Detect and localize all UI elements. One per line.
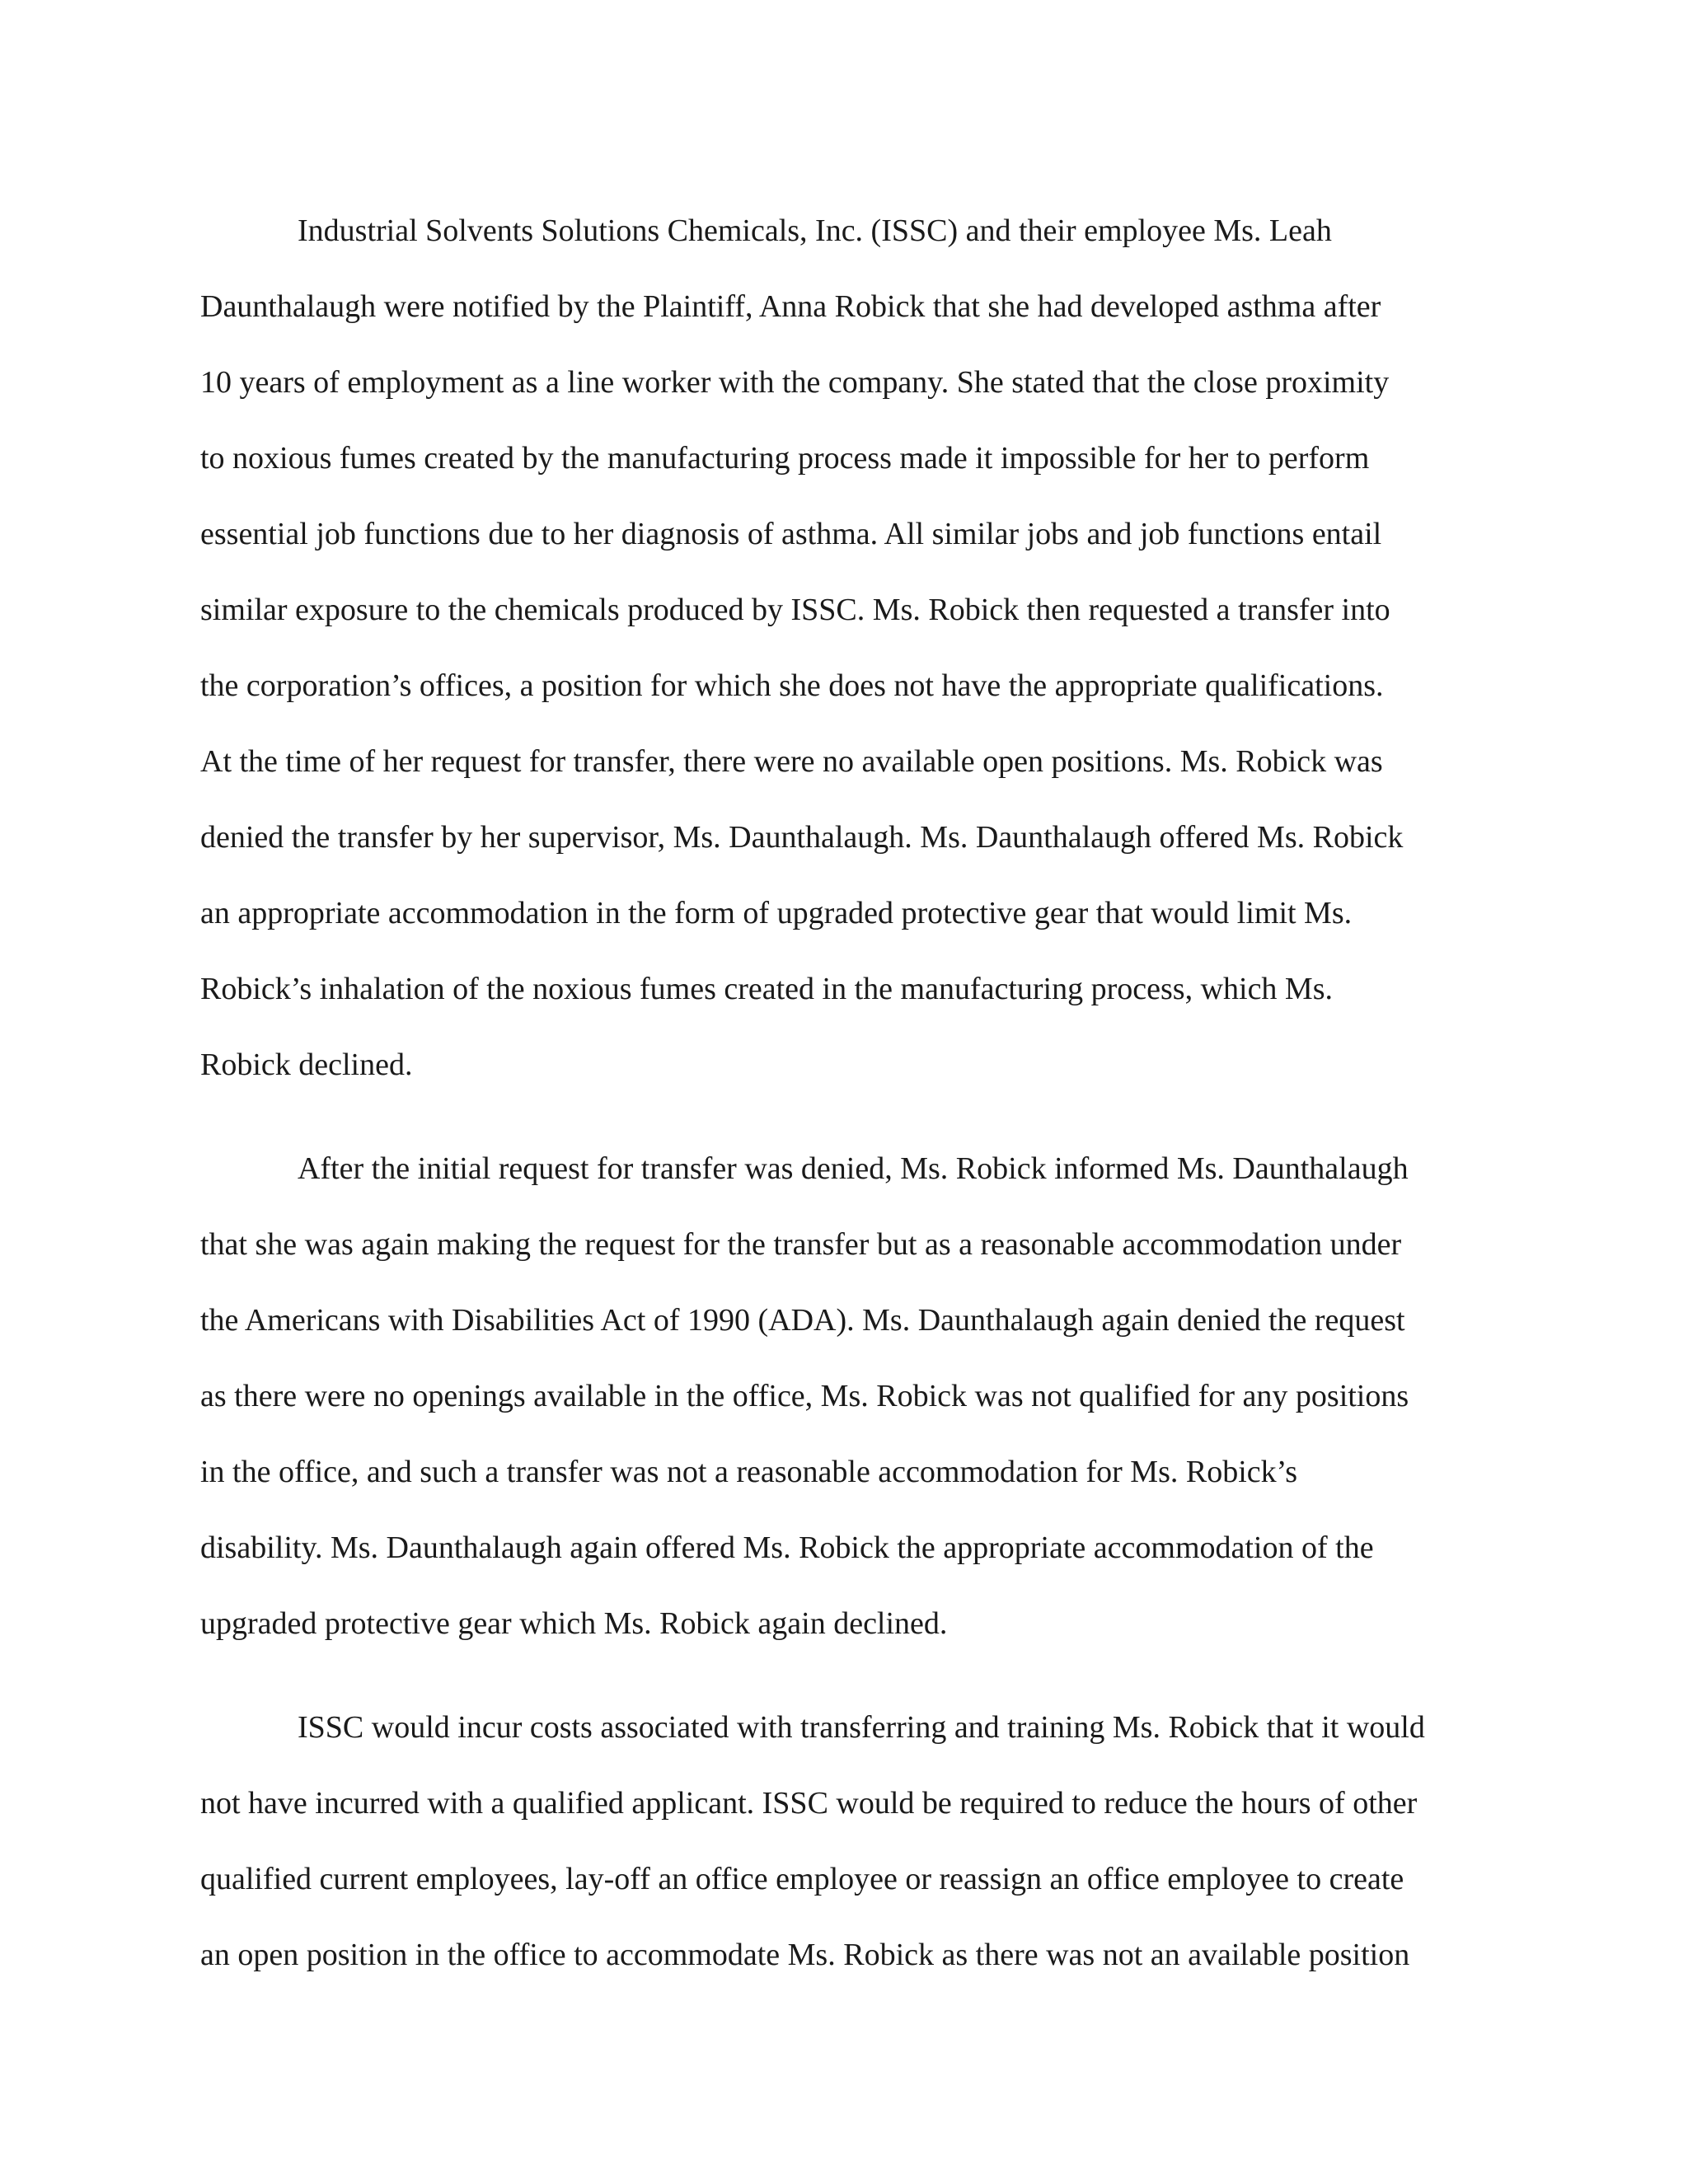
- document-body: [200, 193, 1503, 2021]
- paragraph-3: [200, 1690, 1503, 1993]
- paragraph-1-line-1: Industrial Solvents Solutions Chemicals, Inc. (ISSC) and their employee Ms. Leah: [298, 213, 1332, 248]
- paragraph-1-line-9: denied the transfer by her supervisor, Ms. Daunthalaugh. Ms. Daunthalaugh offered Ms. Robick: [200, 820, 1404, 855]
- paragraph-2-line-5: in the office, and such a transfer was not a reasonable accommodation for Ms. Robick’s: [200, 1455, 1298, 1489]
- paragraph-2: [200, 1131, 1503, 1661]
- paragraph-1-line-5: essential job functions due to her diagnosis of asthma. All similar jobs and job functions entail: [200, 517, 1382, 551]
- paragraph-1-line-8: At the time of her request for transfer, there were no available open positions. Ms. Robick was: [200, 744, 1383, 779]
- paragraph-2-line-6: disability. Ms. Daunthalaugh again offered Ms. Robick the appropriate accommodation of the: [200, 1530, 1374, 1565]
- paragraph-1-line-2: Daunthalaugh were notified by the Plaintiff, Anna Robick that she had developed asthma after: [200, 289, 1381, 324]
- paragraph-1-line-3: 10 years of employment as a line worker with the company. She stated that the close proximity: [200, 365, 1390, 400]
- paragraph-2-line-4: as there were no openings available in the office, Ms. Robick was not qualified for any positions: [200, 1379, 1409, 1413]
- paragraph-1-line-4: to noxious fumes created by the manufacturing process made it impossible for her to perform: [200, 441, 1370, 476]
- paragraph-2-line-1: After the initial request for transfer was denied, Ms. Robick informed Ms. Daunthalaugh: [298, 1151, 1409, 1186]
- paragraph-2-line-3: the Americans with Disabilities Act of 1990 (ADA). Ms. Daunthalaugh again denied the request: [200, 1303, 1405, 1338]
- paragraph-1-line-11: Robick’s inhalation of the noxious fumes created in the manufacturing process, which Ms.: [200, 972, 1334, 1006]
- paragraph-1-line-10: an appropriate accommodation in the form of upgraded protective gear that would limit Ms.: [200, 896, 1353, 930]
- paragraph-2-line-7: upgraded protective gear which Ms. Robick again declined.: [200, 1606, 948, 1641]
- paragraph-3-line-1: ISSC would incur costs associated with transferring and training Ms. Robick that it would: [298, 1710, 1425, 1745]
- paragraph-3-line-2: not have incurred with a qualified applicant. ISSC would be required to reduce the hours of other: [200, 1786, 1418, 1821]
- paragraph-1-line-12: Robick declined.: [200, 1047, 413, 1082]
- paragraph-1-line-7: the corporation’s offices, a position for which she does not have the appropriate qualifications.: [200, 668, 1384, 703]
- paragraph-3-line-3: qualified current employees, lay-off an office employee or reassign an office employee to create: [200, 1862, 1404, 1896]
- paragraph-1-line-6: similar exposure to the chemicals produced by ISSC. Ms. Robick then requested a transfer into: [200, 593, 1390, 627]
- paragraph-3-line-4: an open position in the office to accommodate Ms. Robick as there was not an available position: [200, 1938, 1410, 1972]
- paragraph-2-line-2: that she was again making the request for the transfer but as a reasonable accommodation under: [200, 1227, 1402, 1262]
- paragraph-1: [200, 193, 1503, 1103]
